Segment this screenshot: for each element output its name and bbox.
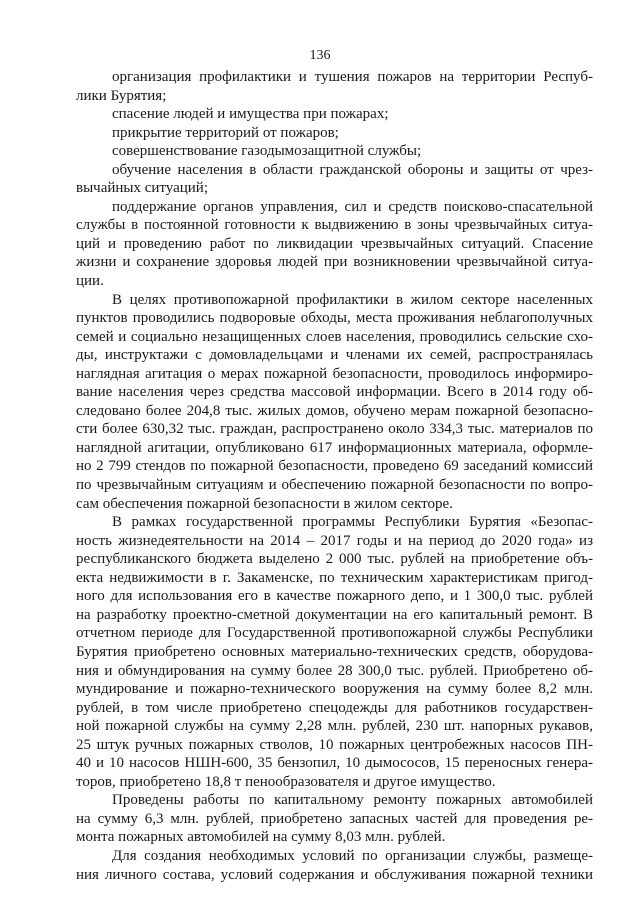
text-line: екта недвижимости в г. Закаменске, по техническим характеристикам пригод- (76, 569, 593, 586)
text-line: пунктов проводились подворовые обходы, места проживания неблагополучных (76, 310, 593, 327)
text-line: сам обеспечения пожарной безопасности в жилом секторе. (76, 495, 453, 512)
text-line: на разработку проектно-сметной документации на его капитальный ремонт. В (76, 606, 593, 623)
text-line: Бурятия приобретено основных материально-технических средств, оборудова- (76, 643, 593, 660)
body-text (76, 68, 593, 884)
text-line: по чрезвычайным ситуациям и обеспечению пожарной безопасности по вопро- (76, 477, 593, 494)
text-line: прикрытие территорий от пожаров; (112, 124, 339, 141)
text-line: наглядная агитация о мерах пожарной безопасности, проводилось информиро- (76, 365, 593, 382)
text-line: Проведены работы по капитальному ремонту пожарных автомобилей (112, 792, 593, 809)
text-line: сти более 630,32 тыс. граждан, распространено около 334,3 тыс. материалов по (76, 421, 593, 438)
text-line: 25 штук ручных пожарных стволов, 10 пожарных центробежных насосов ПН- (76, 736, 593, 753)
text-line: Для создания необходимых условий по организации службы, размеще- (112, 847, 593, 864)
text-line: ции. (76, 273, 104, 290)
text-line: отчетном периоде для Государственной противопожарной службы Республики (76, 625, 593, 642)
text-line: ды, инструктажи с домовладельцами и членами их семей, распространялась (76, 347, 593, 364)
text-line: торов, приобретено 18,8 т пенообразователя и другое имущество. (76, 773, 496, 790)
text-line: ния и обмундирования на сумму более 28 300,0 тыс. рублей. Приобретено об- (76, 662, 593, 679)
text-line: ность жизнедеятельности на 2014 – 2017 годы и на период до 2020 года» из (76, 532, 593, 549)
text-line: ного для использования его в качестве пожарного депо, и 1 300,0 тыс. рублей (76, 588, 593, 605)
text-line: В рамках государственной программы Республики Бурятия «Безопас- (112, 514, 593, 531)
text-line: мундирование и пожарно-технического вооружения на сумму более 8,2 млн. (76, 681, 593, 698)
text-line: наглядной агитации, опубликовано 617 информационных материала, оформле- (76, 439, 593, 456)
text-line: организация профилактики и тушения пожаров на территории Респуб- (112, 69, 593, 85)
text-line: спасение людей и имущества при пожарах; (112, 106, 389, 123)
text-line: вычайных ситуаций; (76, 180, 208, 197)
text-line: семей и социально незащищенных слоев населения, проводились сельские схо- (76, 328, 593, 345)
text-line: но 2 799 стендов по пожарной безопасности, проведено 69 заседаний комиссий (76, 458, 593, 475)
text-line: рублей, в том числе приобретено спецодежды для работников государствен- (76, 699, 593, 716)
text-line: монта пожарных автомобилей на сумму 8,03 млн. рублей. (76, 829, 446, 846)
text-line: ния личного состава, условий содержания и обслуживания пожарной техники (76, 866, 593, 883)
text-line: службы в постоянной готовности к выдвижению в зоны чрезвычайных ситуа- (76, 217, 593, 234)
text-line: 40 и 10 насосов НШН-600, 35 бензопил, 10 дымососов, 15 переносных генера- (76, 755, 593, 772)
text-line: лики Бурятия; (76, 87, 167, 104)
text-line: республиканского бюджета выделено 2 000 тыс. рублей на приобретение объ- (76, 551, 593, 568)
text-line: следовано более 204,8 тыс. жилых домов, обучено мерам пожарной безопасно- (76, 402, 593, 419)
text-line: жизни и сохранение здоровья людей при возникновении чрезвычайной ситуа- (76, 254, 593, 271)
text-line: обучение населения в области гражданской обороны и защиты от чрез- (112, 161, 593, 178)
text-line: вание населения через средства массовой информации. Всего в 2014 году об- (76, 384, 593, 401)
text-line: ной пожарной службы на сумму 2,28 млн. рублей, 230 шт. напорных рукавов, (76, 718, 593, 735)
text-line: поддержание органов управления, сил и средств поисково-спасательной (112, 198, 593, 215)
text-line: на сумму 6,3 млн. рублей, приобретено запасных частей для проведения ре- (76, 810, 593, 827)
text-line: ций и проведению работ по ликвидации чрезвычайных ситуаций. Спасение (76, 235, 593, 252)
text-line: совершенствование газодымозащитной службы; (112, 143, 422, 160)
text-line: В целях противопожарной профилактики в жилом секторе населенных (112, 291, 593, 308)
page-number: 136 (309, 48, 331, 63)
